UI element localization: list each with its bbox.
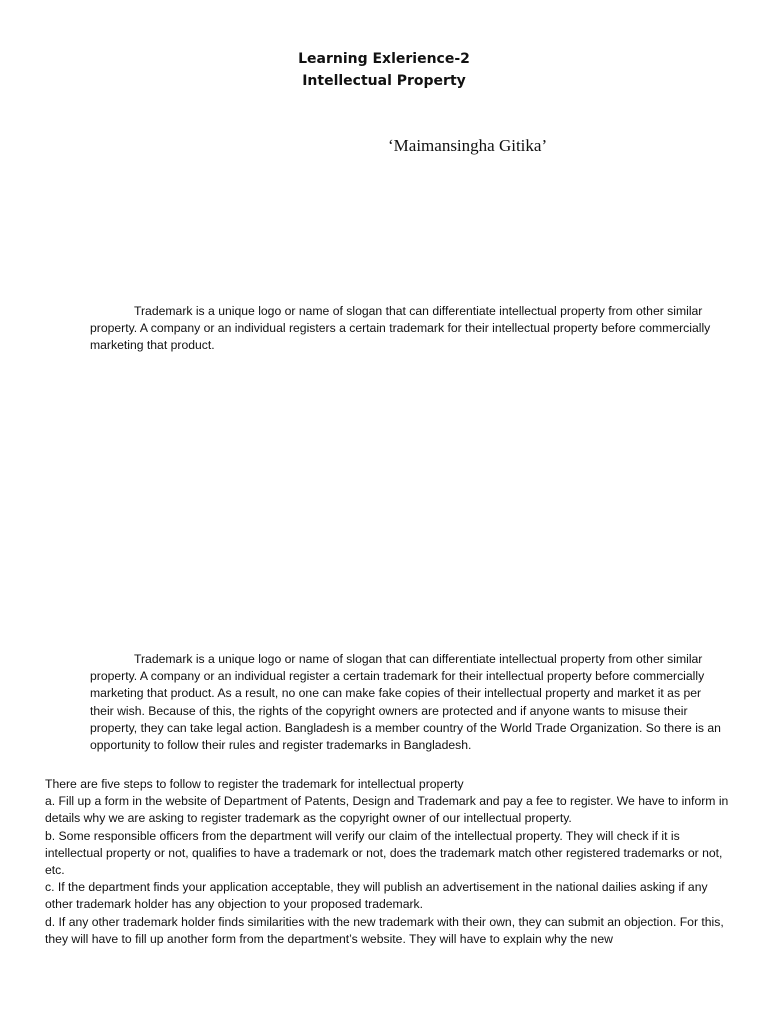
steps-intro: There are five steps to follow to register the trademark for intellectual property: [45, 777, 464, 791]
step-b: b. Some responsible officers from the department will verify our claim of the intellectual property. They will check if it is intellectual property or not, qualifies to have a trademark or not, does the trademark match other registered trademarks or not, etc.: [45, 828, 723, 878]
step-c: c. If the department finds your application acceptable, they will publish an advertisement in the national dailies asking if any other trademark holder has any objection to your proposed trademark.: [45, 880, 708, 912]
document-subtitle: ‘Maimansingha Gitika’: [388, 136, 548, 155]
step-a: a. Fill up a form in the website of Department of Patents, Design and Trademark and pay a fee to register. We have to inform in details why we are asking to register trademark as the copyright owner of our intellectual property.: [45, 794, 729, 826]
document-title: Learning Exlerience-2: [298, 51, 470, 67]
paragraph-trademark-intro: Trademark is a unique logo or name of slogan that can differentiate intellectual property from other similar property. A company or an individual registers a certain trademark for their intellectual property before commercially marketing that product.: [90, 304, 711, 353]
document-subject: Intellectual Property: [302, 73, 466, 89]
step-d: d. If any other trademark holder finds similarities with the new trademark with their own, they can submit an objection. For this, they will have to fill up another form from the department’s website. They will have to explain why the new: [45, 914, 724, 946]
registration-steps: [45, 776, 730, 948]
paragraph-trademark-detail: Trademark is a unique logo or name of slogan that can differentiate intellectual property from other similar property. A company or an individual register a certain trademark for their intellectual property before commercially marketing that product. As a result, no one can make fake copies of their intellectual property and market it as per their wish. Because of this, the rights of the copyright owners are protected and if anyone wants to misuse their property, they can take legal action. Bangladesh is a member country of the World Trade Organization. So there is an opportunity to follow their rules and register trademarks in Bangladesh.: [90, 652, 721, 753]
